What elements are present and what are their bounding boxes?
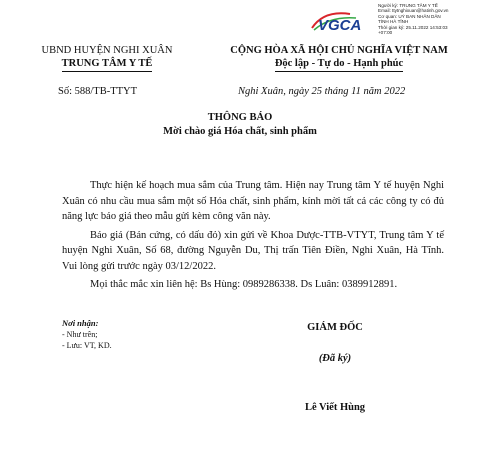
stamp-line: TỈNH HÀ TĨNH xyxy=(378,19,409,25)
body-paragraph: Thực hiện kế hoạch mua sắm của Trung tâm. Hiện nay Trung tâm Y tế huyện Nghi Xuân có nhu cầu mua sắm một số Hóa chất, sinh phẩm, kính mời tất cả các công ty có đủ năng lực báo giá theo mẫu gửi kèm công văn này. xyxy=(62,180,444,222)
recipients-block xyxy=(62,318,212,351)
recipient-item: - Như trên; xyxy=(62,330,98,339)
document-body xyxy=(62,178,444,296)
signer-position: GIÁM ĐỐC xyxy=(307,322,363,333)
document-title: THÔNG BÁO xyxy=(207,112,273,123)
signed-note: (Đã ký) xyxy=(318,353,352,364)
stamp-line: Cơ quan: UỶ BAN NHÂN DÂN xyxy=(378,13,441,19)
document-title-block xyxy=(0,111,480,139)
national-motto: Độc lập - Tự do - Hạnh phúc xyxy=(275,57,403,72)
national-header xyxy=(212,44,466,72)
parent-agency: UBND HUYỆN NGHI XUÂN xyxy=(41,45,173,56)
signer-name: Lê Viết Hùng xyxy=(304,402,366,413)
body-paragraph: Mọi thắc mắc xin liên hệ: Bs Hùng: 0989286338. Ds Luân: 0389912891. xyxy=(90,279,398,290)
document-subtitle: Mời chào giá Hóa chất, sinh phẩm xyxy=(163,126,317,137)
agency-header xyxy=(22,44,192,72)
stamp-line: Thời gian ký: 25.11.2022 14:53:03 xyxy=(378,24,448,30)
signature-block xyxy=(270,318,400,413)
stamp-line: Người ký: TRUNG TÂM Y TẾ xyxy=(378,3,438,8)
recipient-item: - Lưu: VT, KD. xyxy=(62,341,112,350)
stamp-line: Email: ttytnghixuan@hatinh.gov.vn xyxy=(378,8,449,14)
document-number: Số: 588/TB-TTYT xyxy=(58,86,138,97)
vgca-logo-icon xyxy=(310,8,368,34)
national-title: CỘNG HÒA XÃ HỘI CHỦ NGHĨA VIỆT NAM xyxy=(230,45,448,56)
stamp-meta xyxy=(378,3,480,35)
document-date: Nghi Xuân, ngày 25 tháng 11 năm 2022 xyxy=(238,86,406,97)
recipients-heading: Nơi nhận: xyxy=(62,318,99,328)
issuing-agency: TRUNG TÂM Y TẾ xyxy=(62,57,153,72)
body-paragraph: Báo giá (Bản cứng, có dấu đỏ) xin gửi về Khoa Dược-TTB-VTYT, Trung tâm Y tế huyện Nghi Xuân, Số 68, đường Nguyễn Du, Thị trấn Tiên Điền, Nghi Xuân, Hà Tĩnh. Vui lòng gửi trước ngày 03/12/2022. xyxy=(62,229,444,272)
vgca-logo-text: VGCA xyxy=(318,17,362,34)
stamp-line: +07:00 xyxy=(378,30,393,36)
digital-signature-stamp xyxy=(304,2,480,40)
